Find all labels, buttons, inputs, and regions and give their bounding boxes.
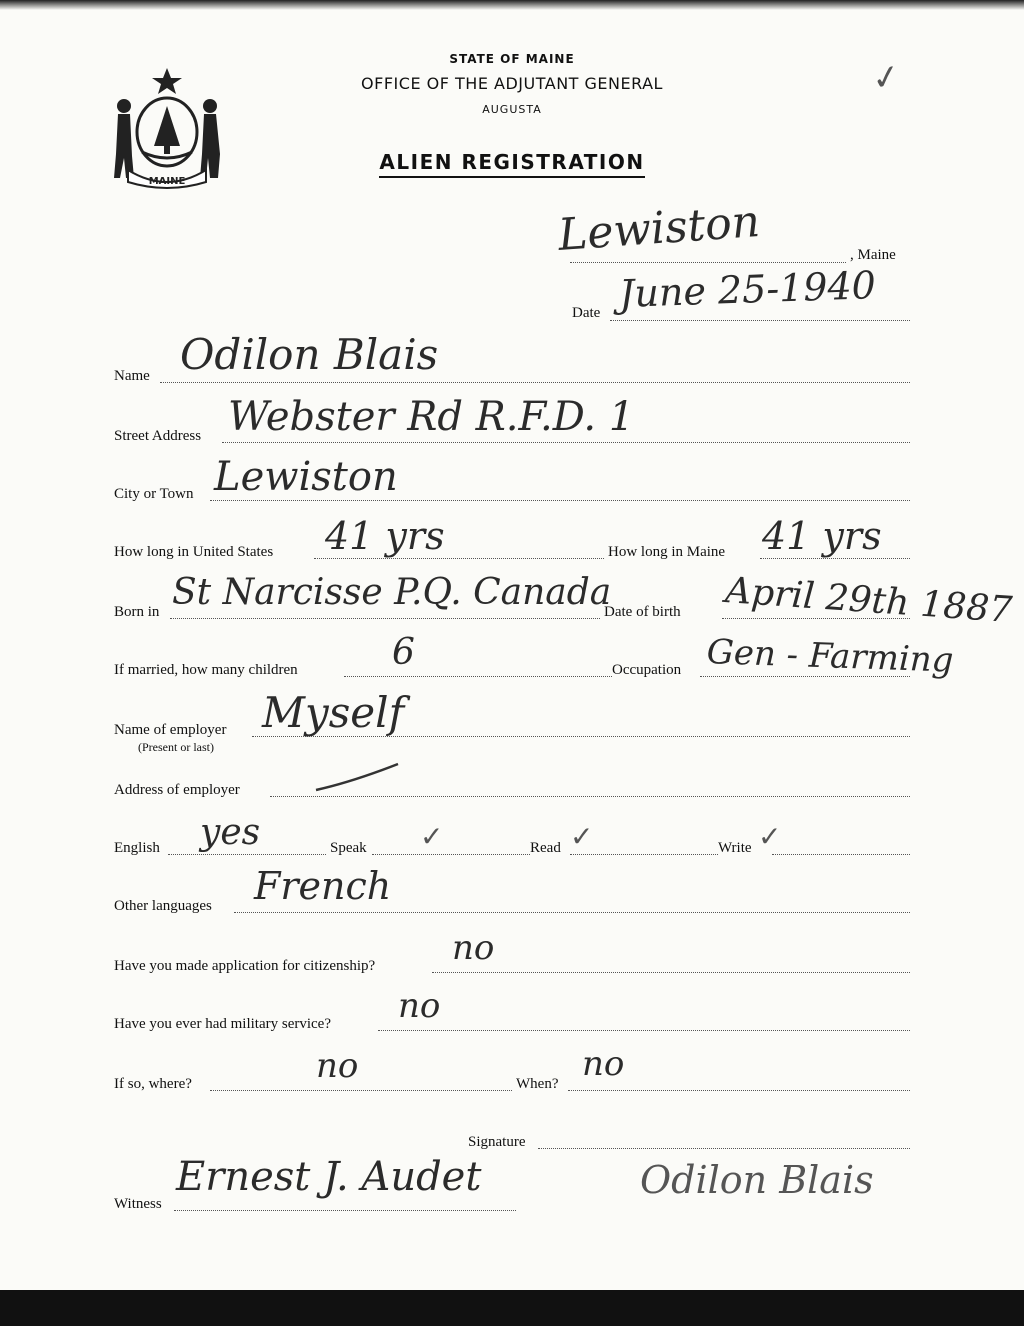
occupation-label: Occupation — [612, 662, 682, 678]
children-label: If married, how many children — [114, 662, 298, 678]
read-label: Read — [530, 840, 561, 856]
employer-address-label: Address of employer — [114, 782, 240, 798]
time-in-us-line — [314, 558, 604, 559]
write-check-icon[interactable]: ✓ — [758, 820, 782, 853]
city-line — [570, 262, 846, 263]
street-address-line — [222, 442, 910, 443]
time-in-maine-label: How long in Maine — [608, 544, 726, 560]
seal-banner-text: MAINE — [148, 176, 186, 187]
employer-sublabel: (Present or last) — [138, 740, 214, 754]
city-town-line — [210, 500, 910, 501]
birthplace-label: Born in — [114, 604, 160, 620]
english-label: English — [114, 840, 160, 856]
city-town-label: City or Town — [114, 486, 194, 502]
speak-label: Speak — [330, 840, 367, 856]
military-service-label: Have you ever had military service? — [114, 1016, 331, 1032]
citizenship-label: Have you made application for citizenship? — [114, 958, 376, 974]
city-heading: AUGUSTA — [482, 103, 542, 116]
witness-value[interactable]: Ernest J. Audet — [176, 1154, 482, 1200]
office-heading: OFFICE OF THE ADJUTANT GENERAL — [361, 74, 663, 93]
where-line — [210, 1090, 512, 1091]
date-of-birth-value[interactable]: April 29th 1887 — [724, 570, 1014, 632]
scan-edge-bottom — [0, 1290, 1024, 1326]
witness-label: Witness — [114, 1196, 162, 1212]
other-languages-label: Other languages — [114, 898, 212, 914]
employer-address-line — [270, 796, 910, 797]
military-service-line — [378, 1030, 910, 1031]
city-town-value[interactable]: Lewiston — [214, 454, 398, 500]
form-title — [0, 150, 1024, 174]
date-label: Date — [572, 305, 601, 321]
birthplace-value[interactable]: St Narcisse P.Q. Canada — [172, 572, 612, 613]
street-address-value[interactable]: Webster Rd R.F.D. 1 — [228, 394, 635, 440]
time-in-maine-value[interactable]: 41 yrs — [762, 514, 882, 558]
date-value[interactable]: June 25-1940 — [618, 263, 877, 316]
occupation-value[interactable]: Gen - Farming — [706, 632, 955, 681]
name-label: Name — [114, 368, 150, 384]
children-line — [344, 676, 612, 677]
city-value[interactable]: Lewiston — [556, 196, 762, 261]
speak-line — [372, 854, 530, 855]
birthplace-line — [170, 618, 600, 619]
maine-label: , Maine — [850, 247, 896, 263]
employer-value[interactable]: Myself — [262, 688, 405, 737]
other-languages-line — [234, 912, 910, 913]
signature-value[interactable]: Odilon Blais — [640, 1158, 874, 1202]
when-line — [568, 1090, 910, 1091]
where-value[interactable]: no — [316, 1046, 359, 1086]
street-address-label: Street Address — [114, 428, 202, 444]
signature-label: Signature — [468, 1134, 526, 1150]
name-line — [160, 382, 910, 383]
where-label: If so, where? — [114, 1076, 192, 1092]
time-in-us-value[interactable]: 41 yrs — [325, 514, 445, 558]
children-value[interactable]: 6 — [392, 632, 415, 673]
name-value[interactable]: Odilon Blais — [180, 330, 439, 379]
citizenship-line — [432, 972, 910, 973]
speak-check-icon[interactable]: ✓ — [420, 820, 444, 853]
scan-edge-top — [0, 0, 1024, 10]
check-mark-icon: ✓ — [868, 55, 904, 101]
time-in-us-label: How long in United States — [114, 544, 274, 560]
english-line — [168, 854, 326, 855]
time-in-maine-line — [760, 558, 910, 559]
read-check-icon[interactable]: ✓ — [570, 820, 594, 853]
write-line — [772, 854, 910, 855]
write-label: Write — [718, 840, 752, 856]
when-label: When? — [516, 1076, 559, 1092]
form-title-text: ALIEN REGISTRATION — [379, 150, 644, 178]
date-line — [610, 320, 910, 321]
employer-label: Name of employer — [114, 722, 227, 738]
witness-line — [174, 1210, 516, 1211]
date-of-birth-label: Date of birth — [604, 604, 681, 620]
signature-line — [538, 1148, 910, 1149]
when-value[interactable]: no — [582, 1044, 625, 1084]
military-service-value[interactable]: no — [398, 986, 441, 1026]
state-heading: STATE OF MAINE — [449, 52, 575, 66]
citizenship-value[interactable]: no — [452, 928, 495, 968]
other-languages-value[interactable]: French — [254, 864, 392, 908]
english-value[interactable]: yes — [200, 812, 261, 853]
read-line — [570, 854, 718, 855]
dash-mark-icon — [312, 756, 412, 796]
